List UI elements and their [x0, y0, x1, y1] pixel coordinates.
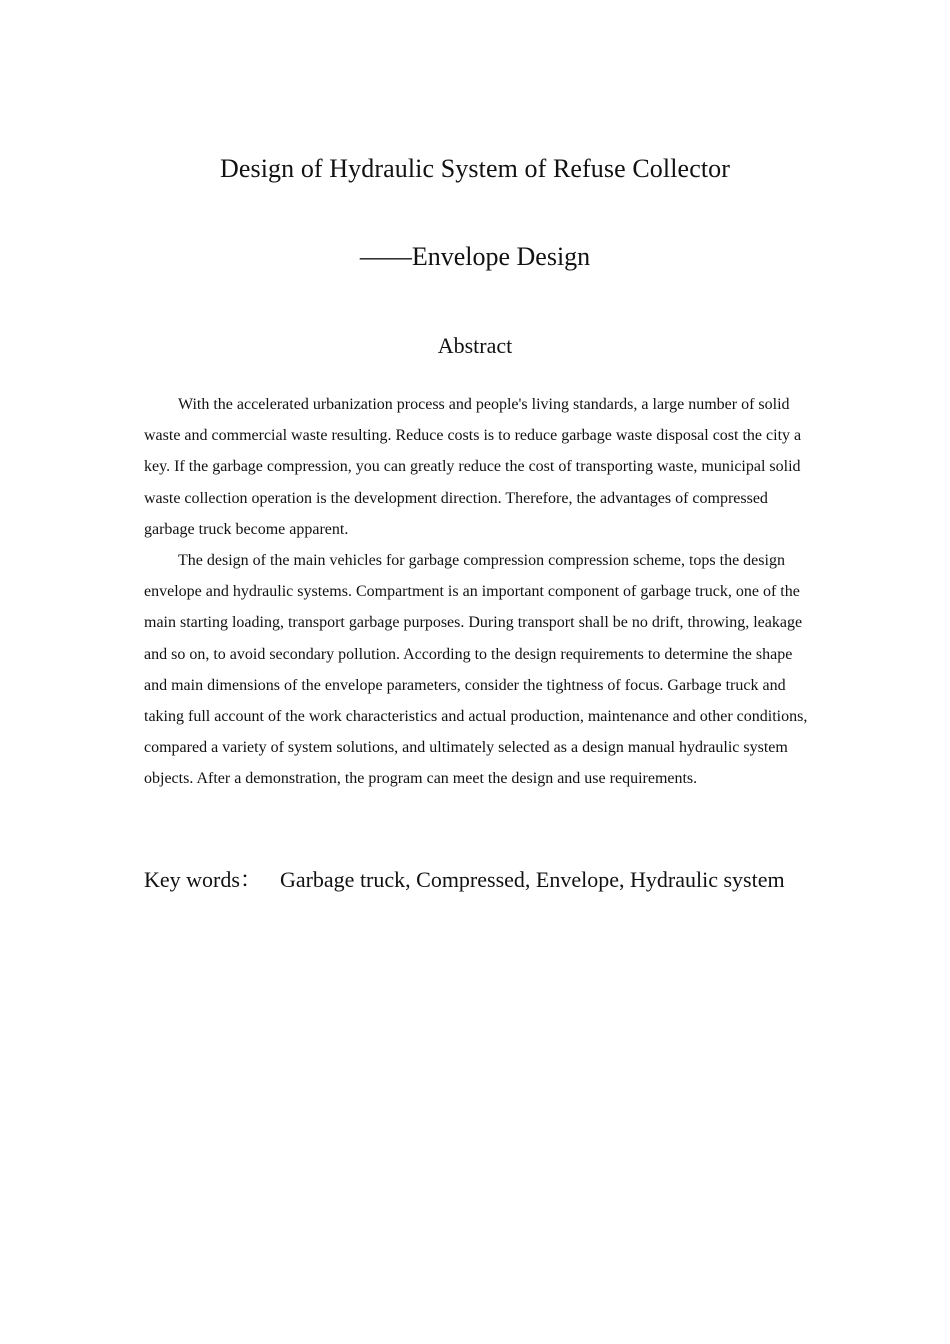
document-title: Design of Hydraulic System of Refuse Collector [219, 154, 731, 183]
abstract-paragraph-1: With the accelerated urbanization process and people's living standards, a large number of solid waste and commercial waste resulting. Reduce costs is to reduce garbage waste disposal cost the city a key. If the garbage compression, you can greatly reduce the cost of transporting waste, municipal solid waste collection operation is the development direction. Therefore, the advantages of compressed garbage truck become apparent. [144, 396, 802, 538]
keywords-line [144, 864, 844, 896]
abstract-body [144, 389, 816, 795]
abstract-paragraph-2: The design of the main vehicles for garbage compression compression scheme, tops the design envelope and hydraulic systems. Compartment is an important component of garbage truck, one of the main starting loading, transport garbage purposes. During transport shall be no drift, throwing, leakage and so on, to avoid secondary pollution. According to the design requirements to determine the shape and main dimensions of the envelope parameters, consider the tightness of focus. Garbage truck and taking full account of the work characteristics and actual production, maintenance and other conditions, compared a variety of system solutions, and ultimately selected as a design manual hydraulic system objects. After a demonstration, the program can meet the design and use requirements. [144, 552, 808, 788]
abstract-heading: Abstract [437, 333, 513, 358]
document-subtitle: ——Envelope Design [359, 242, 591, 271]
keywords-label: Key words： [144, 867, 262, 892]
keywords-text: Garbage truck, Compressed, Envelope, Hydraulic system [279, 867, 785, 892]
